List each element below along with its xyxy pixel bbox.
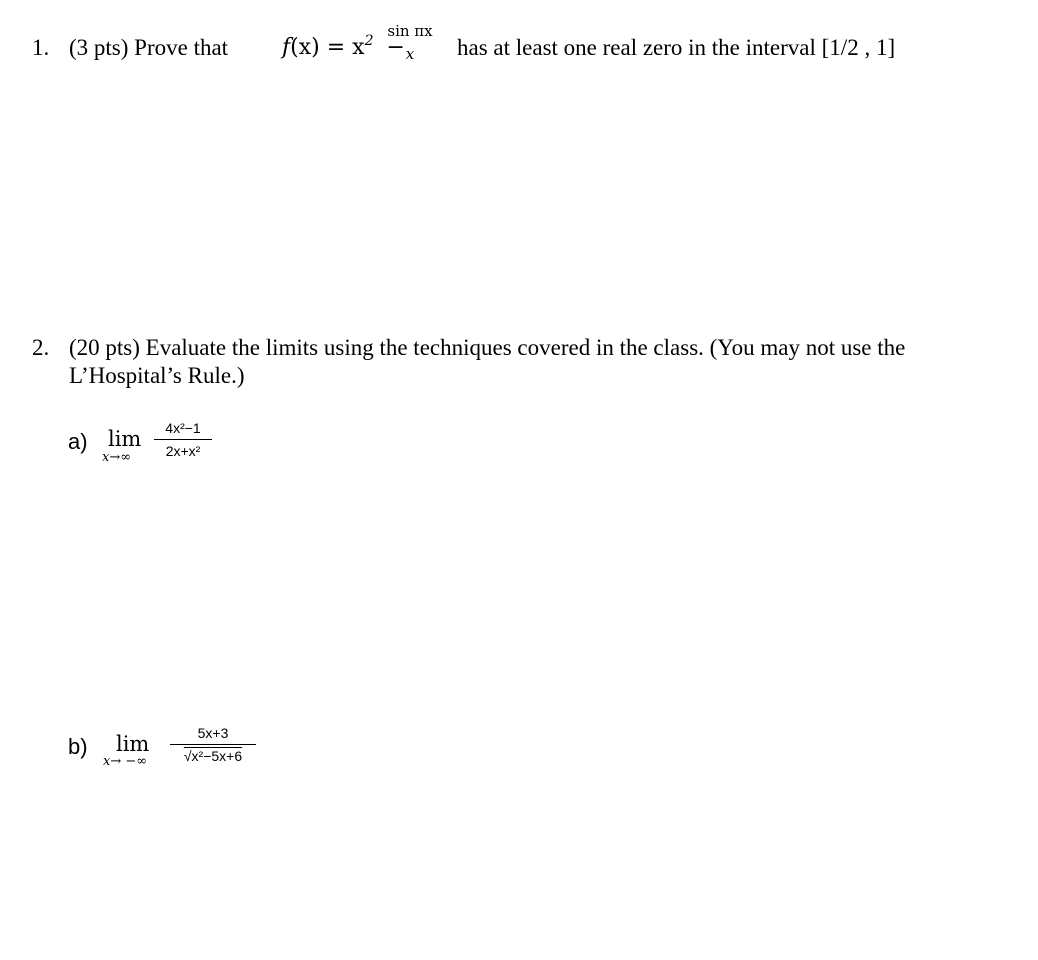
part-a-denominator: 2x+x² — [165, 443, 201, 459]
question-2-number: 2. — [32, 335, 50, 360]
question-1-number: 1. — [32, 35, 50, 60]
question-1-text-end: has at least one real zero in the interval [1/2 , 1] — [457, 35, 896, 60]
question-1 — [32, 22, 1022, 74]
part-b-fraction-bar — [170, 744, 256, 745]
function-name: f — [282, 35, 291, 60]
question-2-line-2: L’Hospital’s Rule.) — [69, 363, 245, 388]
question-1-text-start: (3 pts) Prove that — [69, 35, 229, 60]
minus-sign: − — [386, 35, 405, 60]
function-argument: (x) = x — [290, 35, 365, 60]
part-a-lim: lim — [108, 427, 142, 451]
part-a-lim-subscript: x→∞ — [102, 450, 132, 465]
part-b-numerator: 5x+3 — [197, 725, 229, 741]
part-b-denominator: √x²−5x+6 — [183, 748, 243, 764]
part-a-label: a) — [68, 429, 88, 454]
sin-fraction-numerator: sin πx — [387, 22, 433, 40]
part-b-fraction — [170, 724, 256, 765]
question-1-intro — [69, 34, 228, 61]
part-b-lim-subscript: x→ −∞ — [103, 754, 148, 769]
part-b-label: b) — [68, 734, 88, 759]
part-a-fraction-bar — [154, 439, 212, 440]
part-b — [68, 720, 288, 780]
part-a — [68, 415, 268, 475]
part-b-lim: lim — [116, 732, 150, 756]
question-2-line-1: (20 pts) Evaluate the limits using the techniques covered in the class. (You may not use the — [69, 335, 906, 360]
function-exponent: 2 — [364, 33, 374, 49]
part-a-fraction — [154, 419, 212, 460]
sin-fraction — [384, 22, 436, 63]
question-2 — [32, 334, 1022, 394]
sin-fraction-denominator: x — [405, 45, 415, 63]
part-a-numerator: 4x²−1 — [165, 420, 201, 436]
